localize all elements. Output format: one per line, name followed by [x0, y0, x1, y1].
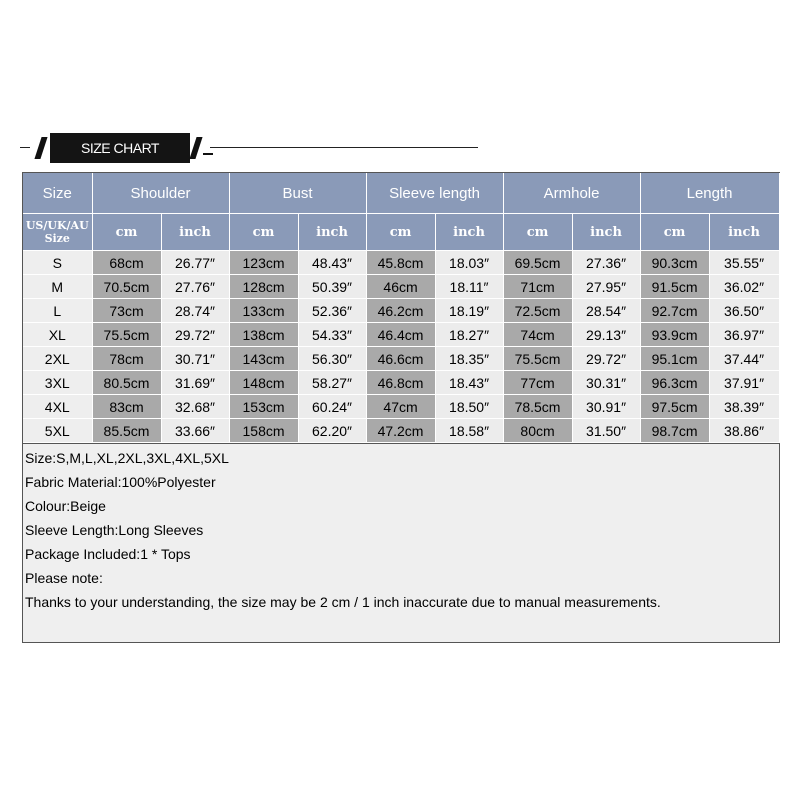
inch-value-cell: 37.44″: [709, 347, 779, 371]
inch-value-cell: 28.74″: [161, 299, 229, 323]
cm-value-cell: 46.4cm: [366, 323, 435, 347]
size-cell: 4XL: [23, 395, 92, 419]
cm-value-cell: 46cm: [366, 275, 435, 299]
table-row: [23, 323, 779, 347]
size-cell: 5XL: [23, 419, 92, 443]
inch-value-cell: 27.36″: [572, 251, 640, 275]
cm-value-cell: 78cm: [92, 347, 161, 371]
info-line: Package Included:1 * Tops: [25, 546, 191, 562]
inch-value-cell: 30.31″: [572, 371, 640, 395]
size-chart: [22, 172, 780, 643]
size-chart-banner: [0, 0, 800, 170]
inch-value-cell: 31.69″: [161, 371, 229, 395]
inch-value-cell: 54.33″: [298, 323, 366, 347]
inch-value-cell: 52.36″: [298, 299, 366, 323]
inch-value-cell: 38.39″: [709, 395, 779, 419]
inch-value-cell: 35.55″: [709, 251, 779, 275]
inch-value-cell: 36.50″: [709, 299, 779, 323]
inch-value-cell: 50.39″: [298, 275, 366, 299]
cm-value-cell: 128cm: [229, 275, 298, 299]
cm-value-cell: 92.7cm: [640, 299, 709, 323]
inch-value-cell: 30.91″: [572, 395, 640, 419]
cm-value-cell: 71cm: [503, 275, 572, 299]
cm-value-cell: 95.1cm: [640, 347, 709, 371]
size-cell: M: [23, 275, 92, 299]
unit-inch: inch: [435, 214, 503, 251]
inch-value-cell: 26.77″: [161, 251, 229, 275]
inch-value-cell: 29.13″: [572, 323, 640, 347]
banner-title: SIZE CHART: [50, 133, 190, 163]
size-cell: 3XL: [23, 371, 92, 395]
unit-inch: inch: [572, 214, 640, 251]
size-cell: XL: [23, 323, 92, 347]
table-units-row: [23, 214, 779, 251]
size-table: [23, 173, 780, 443]
cm-value-cell: 93.9cm: [640, 323, 709, 347]
inch-value-cell: 28.54″: [572, 299, 640, 323]
inch-value-cell: 36.02″: [709, 275, 779, 299]
cm-value-cell: 75.5cm: [503, 347, 572, 371]
inch-value-cell: 29.72″: [572, 347, 640, 371]
cm-value-cell: 80cm: [503, 419, 572, 443]
cm-value-cell: 85.5cm: [92, 419, 161, 443]
info-line: Colour:Beige: [25, 498, 106, 514]
header-shoulder: Shoulder: [92, 173, 229, 214]
inch-value-cell: 58.27″: [298, 371, 366, 395]
cm-value-cell: 158cm: [229, 419, 298, 443]
table-row: [23, 251, 779, 275]
inch-value-cell: 18.19″: [435, 299, 503, 323]
inch-value-cell: 18.43″: [435, 371, 503, 395]
cm-value-cell: 153cm: [229, 395, 298, 419]
info-line: Size:S,M,L,XL,2XL,3XL,4XL,5XL: [25, 450, 229, 466]
cm-value-cell: 47cm: [366, 395, 435, 419]
inch-value-cell: 29.72″: [161, 323, 229, 347]
unit-inch: inch: [161, 214, 229, 251]
cm-value-cell: 74cm: [503, 323, 572, 347]
cm-value-cell: 148cm: [229, 371, 298, 395]
table-row: [23, 299, 779, 323]
unit-inch: inch: [298, 214, 366, 251]
units-size-word: Size: [44, 232, 70, 245]
table-row: [23, 275, 779, 299]
size-cell: 2XL: [23, 347, 92, 371]
cm-value-cell: 75.5cm: [92, 323, 161, 347]
inch-value-cell: 32.68″: [161, 395, 229, 419]
table-row: [23, 395, 779, 419]
cm-value-cell: 72.5cm: [503, 299, 572, 323]
cm-value-cell: 46.2cm: [366, 299, 435, 323]
inch-value-cell: 18.58″: [435, 419, 503, 443]
info-line: Please note:: [25, 570, 103, 586]
cm-value-cell: 80.5cm: [92, 371, 161, 395]
inch-value-cell: 27.76″: [161, 275, 229, 299]
cm-value-cell: 46.6cm: [366, 347, 435, 371]
cm-value-cell: 46.8cm: [366, 371, 435, 395]
cm-value-cell: 90.3cm: [640, 251, 709, 275]
cm-value-cell: 68cm: [92, 251, 161, 275]
inch-value-cell: 30.71″: [161, 347, 229, 371]
inch-value-cell: 37.91″: [709, 371, 779, 395]
cm-value-cell: 45.8cm: [366, 251, 435, 275]
table-row: [23, 419, 779, 443]
unit-inch: inch: [709, 214, 779, 251]
unit-cm: cm: [366, 214, 435, 251]
unit-cm: cm: [640, 214, 709, 251]
size-cell: S: [23, 251, 92, 275]
cm-value-cell: 98.7cm: [640, 419, 709, 443]
unit-cm: cm: [92, 214, 161, 251]
inch-value-cell: 18.35″: [435, 347, 503, 371]
inch-value-cell: 60.24″: [298, 395, 366, 419]
banner-left-line: [20, 147, 30, 148]
unit-cm: cm: [229, 214, 298, 251]
header-size: Size: [23, 173, 92, 214]
units-region-label: US/UK/AU: [25, 219, 89, 232]
inch-value-cell: 33.66″: [161, 419, 229, 443]
inch-value-cell: 18.11″: [435, 275, 503, 299]
cm-value-cell: 123cm: [229, 251, 298, 275]
header-sleeve-length: Sleeve length: [366, 173, 503, 214]
inch-value-cell: 48.43″: [298, 251, 366, 275]
header-bust: Bust: [229, 173, 366, 214]
header-length: Length: [640, 173, 779, 214]
product-info: [23, 443, 779, 642]
cm-value-cell: 143cm: [229, 347, 298, 371]
banner-right-line: [210, 147, 478, 148]
inch-value-cell: 31.50″: [572, 419, 640, 443]
info-line: Fabric Material:100%Polyester: [25, 474, 216, 490]
cm-value-cell: 77cm: [503, 371, 572, 395]
inch-value-cell: 18.27″: [435, 323, 503, 347]
table-row: [23, 347, 779, 371]
cm-value-cell: 73cm: [92, 299, 161, 323]
unit-cm: cm: [503, 214, 572, 251]
info-line: Thanks to your understanding, the size may be 2 cm / 1 inch inaccurate due to manual measurements.: [25, 594, 661, 610]
size-cell: L: [23, 299, 92, 323]
cm-value-cell: 97.5cm: [640, 395, 709, 419]
inch-value-cell: 38.86″: [709, 419, 779, 443]
inch-value-cell: 62.20″: [298, 419, 366, 443]
table-header-row: [23, 173, 779, 214]
cm-value-cell: 96.3cm: [640, 371, 709, 395]
inch-value-cell: 56.30″: [298, 347, 366, 371]
inch-value-cell: 27.95″: [572, 275, 640, 299]
cm-value-cell: 83cm: [92, 395, 161, 419]
cm-value-cell: 138cm: [229, 323, 298, 347]
banner-slash-right: [189, 137, 202, 159]
banner-slash-left: [34, 137, 47, 159]
inch-value-cell: 18.03″: [435, 251, 503, 275]
table-row: [23, 371, 779, 395]
cm-value-cell: 133cm: [229, 299, 298, 323]
cm-value-cell: 91.5cm: [640, 275, 709, 299]
cm-value-cell: 78.5cm: [503, 395, 572, 419]
banner-small-dash: [203, 153, 213, 155]
cm-value-cell: 69.5cm: [503, 251, 572, 275]
units-size-label: [23, 214, 92, 251]
cm-value-cell: 70.5cm: [92, 275, 161, 299]
info-line: Sleeve Length:Long Sleeves: [25, 522, 204, 538]
header-armhole: Armhole: [503, 173, 640, 214]
inch-value-cell: 36.97″: [709, 323, 779, 347]
inch-value-cell: 18.50″: [435, 395, 503, 419]
cm-value-cell: 47.2cm: [366, 419, 435, 443]
